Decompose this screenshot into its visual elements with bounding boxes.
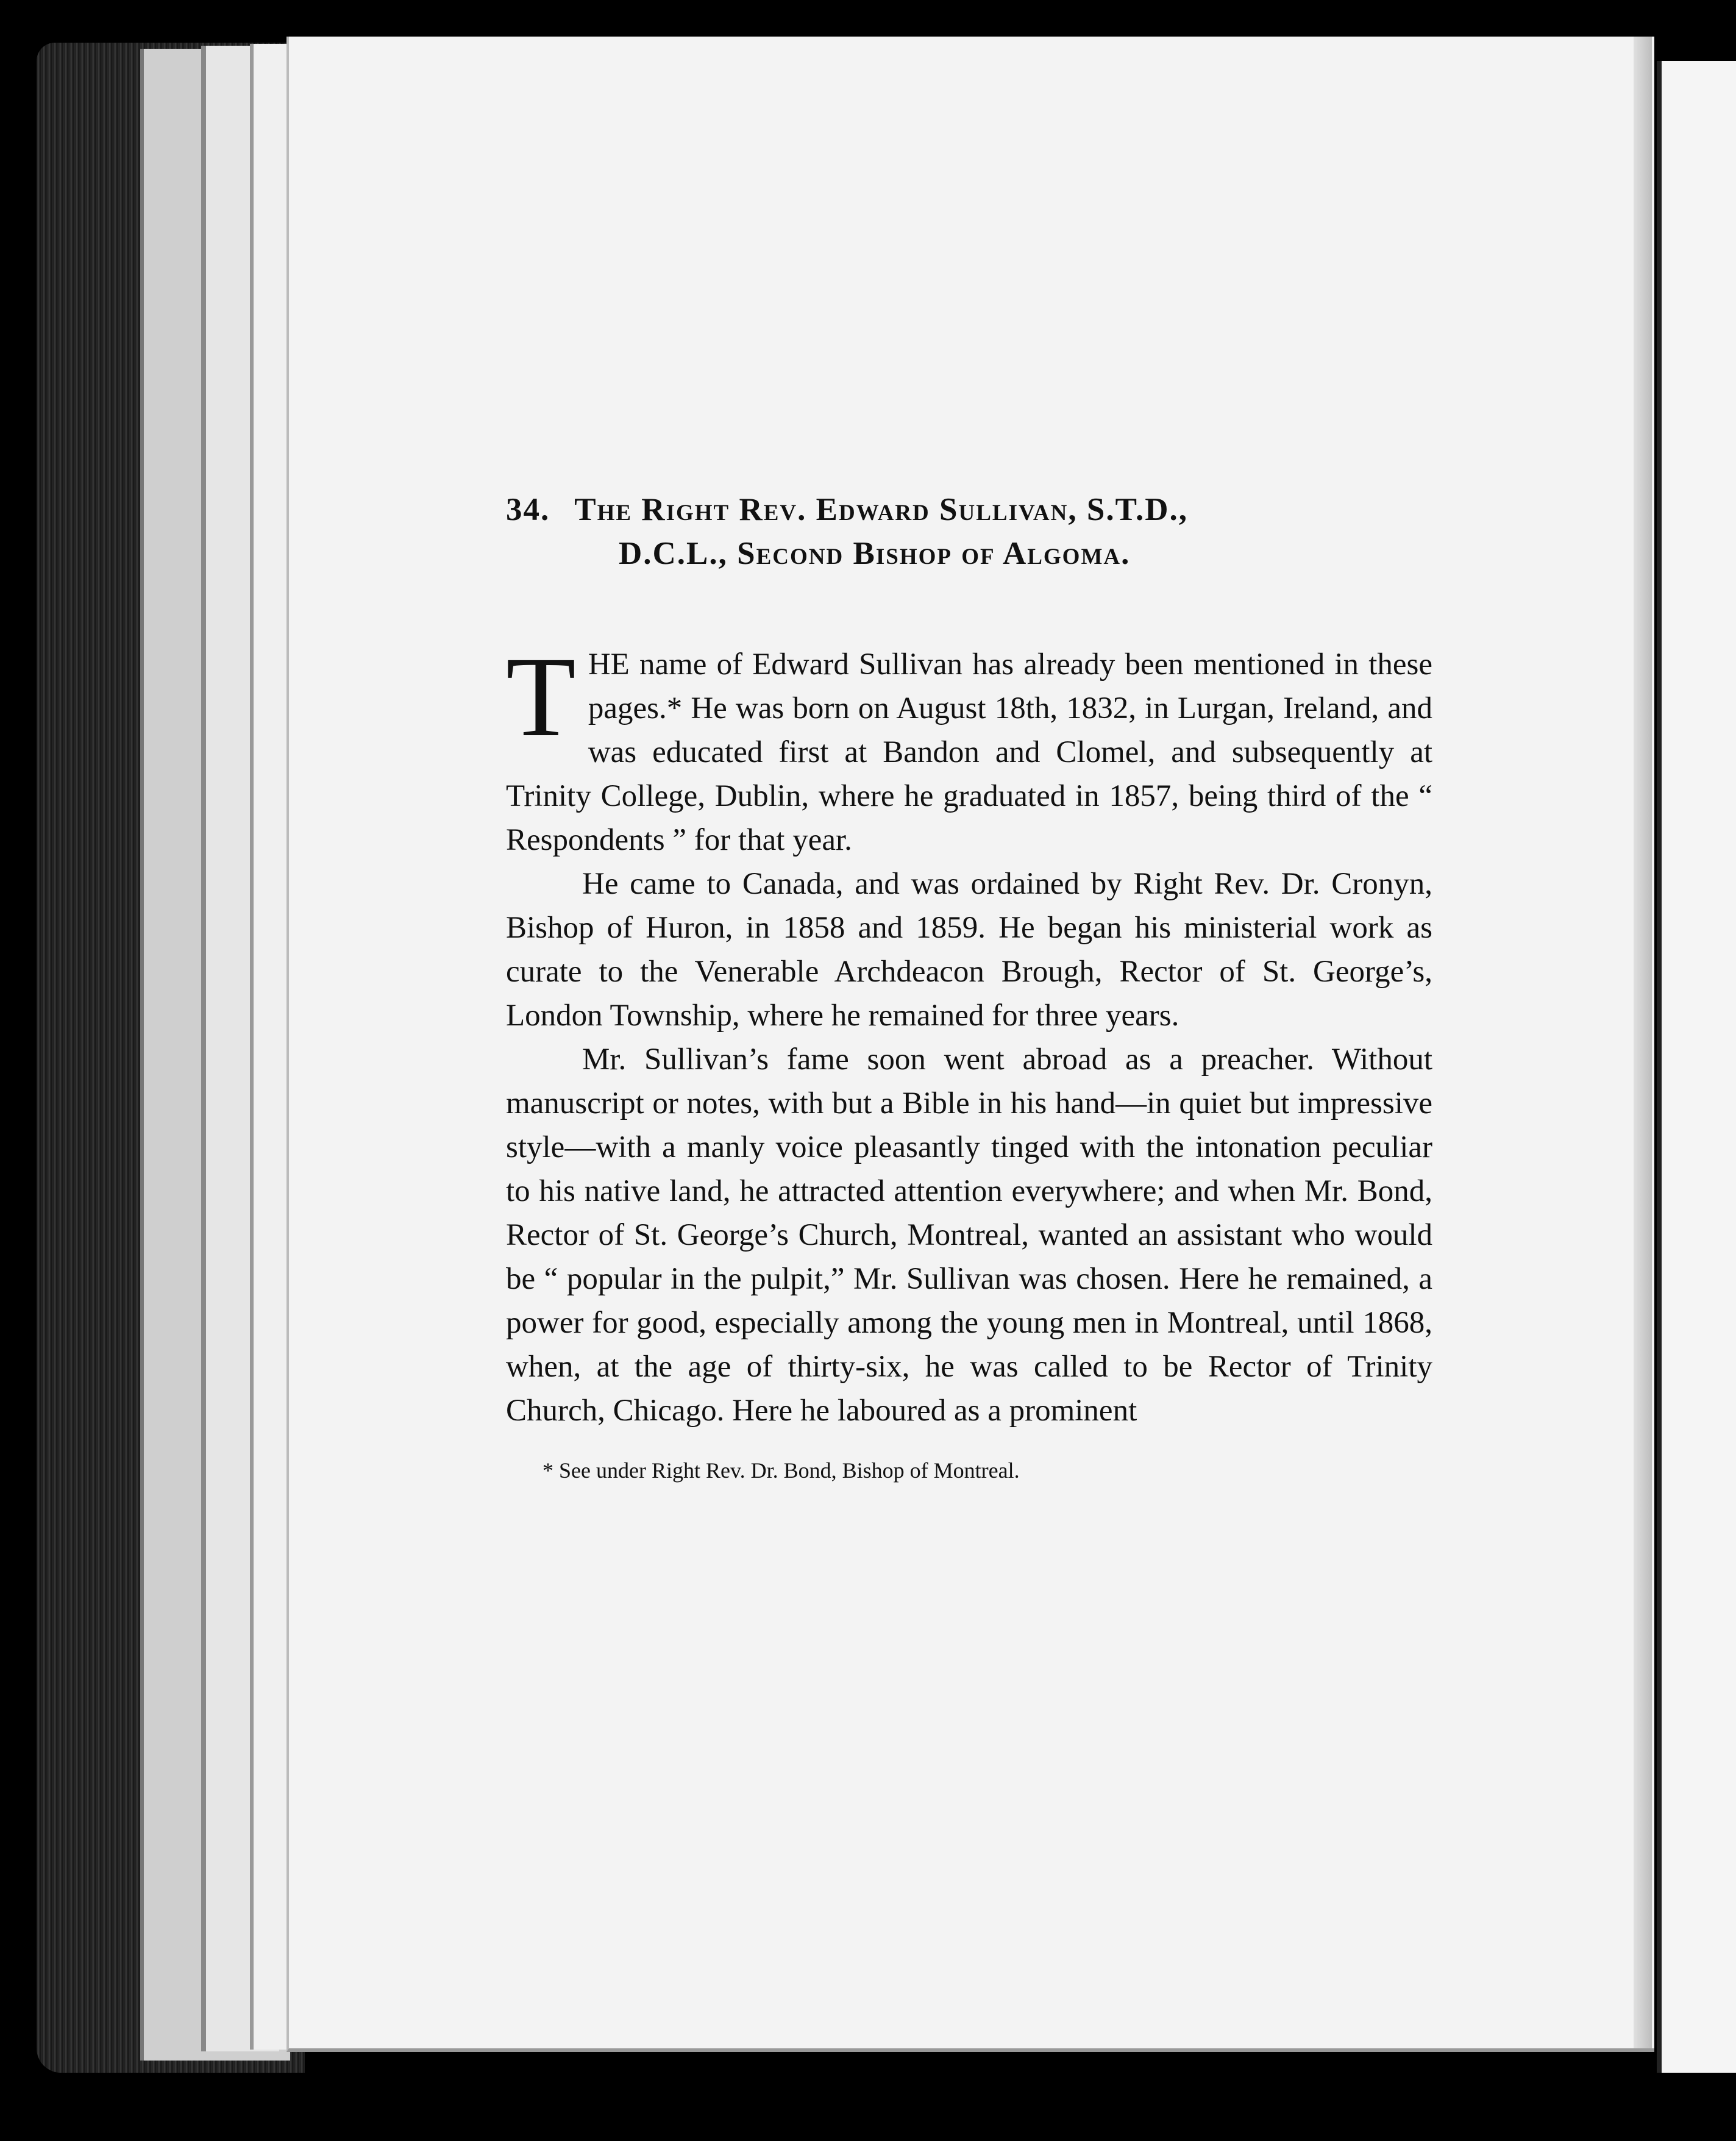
- heading-line-2: D.C.L., Second Bishop of Algoma.: [619, 536, 1131, 571]
- paragraph: [506, 1038, 1432, 1433]
- paragraph: [506, 633, 1432, 862]
- heading-line-1: The Right Rev. Edward Sullivan, S.T.D.,: [574, 492, 1189, 527]
- paragraph: [506, 862, 1432, 1038]
- page-content: [506, 488, 1432, 1485]
- entry-number: 34.: [506, 492, 550, 527]
- paragraph-text: Mr. Sullivan’s fame soon went abroad as a preacher. Without manuscript or notes, with but a Bible in his hand—in quiet but impressive style—with a manly voice pleasantly tinged with the intonation peculiar to his native land, he attracted attention everywhere; and when Mr. Bond, Rector of St. George’s Church, Montreal, wanted an assistant who would be “ popular in the pulpit,” Mr. Sullivan was chosen. Here he remained, a power for good, especially among the young men in Montreal, until 1868, when, at the age of thirty-six, he was called to be Rector of Trinity Church, Chicago. Here he laboured as a prominent: [506, 1042, 1432, 1428]
- paragraph-text: He came to Canada, and was ordained by Right Rev. Dr. Cronyn, Bishop of Huron, in 1858 and 1859. He began his ministerial work as curate to the Venerable Archdeacon Brough, Rector of St. George’s, London Township, where he remained for three years.: [506, 867, 1432, 1033]
- entry-heading: [506, 488, 1432, 575]
- body-text: [506, 633, 1432, 1433]
- gutter-shadow: [1634, 37, 1652, 2048]
- footnote: * See under Right Rev. Dr. Bond, Bishop of Montreal.: [542, 1458, 1020, 1483]
- drop-cap: T: [506, 633, 576, 760]
- paragraph-text: HE name of Edward Sullivan has already been mentioned in these pages.* He was born on August 18th, 1832, in Lurgan, Ireland, and was educated first at Bandon and Clomel, and subsequently at Trinity College, Dublin, where he graduated in 1857, being third of the “ Respondents ” for that year.: [506, 647, 1432, 857]
- facing-page-edge: [1657, 61, 1736, 2073]
